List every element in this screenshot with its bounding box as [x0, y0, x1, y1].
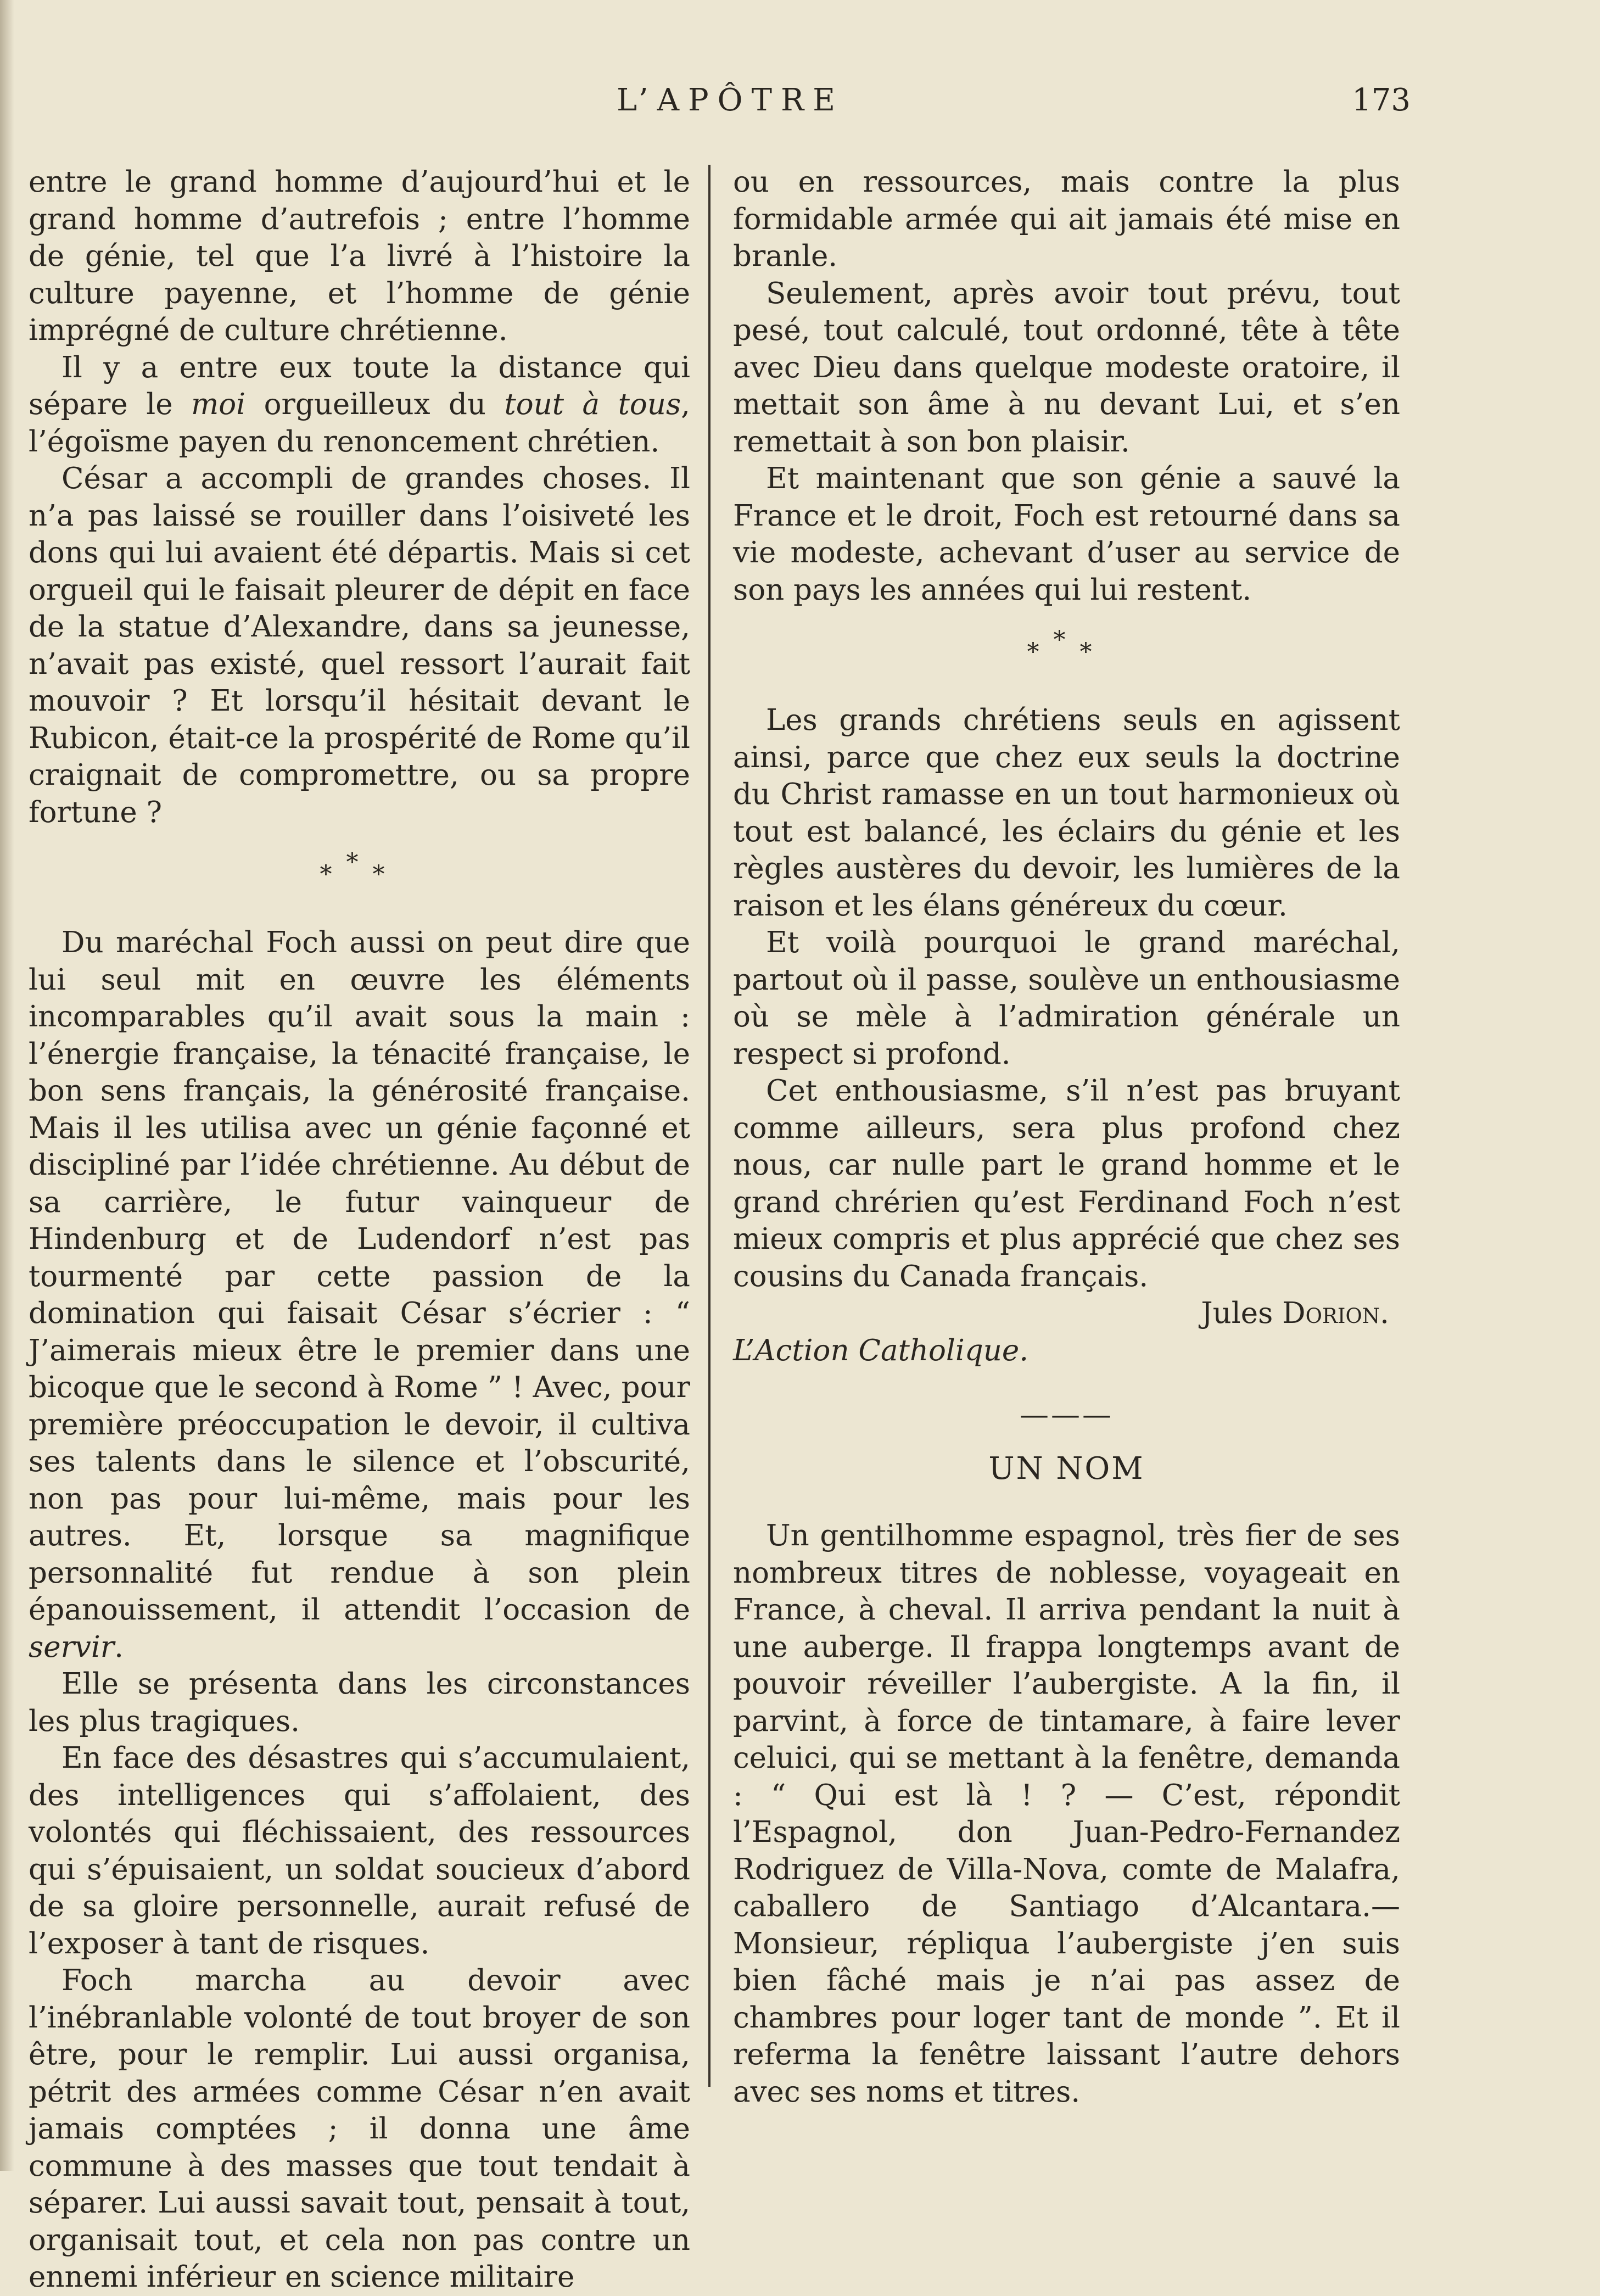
- section-break: [29, 848, 690, 891]
- paragraph: Un gentilhomme espagnol, très fier de ses nombreux titres de noblesse, voyageait en France, à cheval. Il arriva pendant la nuit à une auberge. Il frappa longtemps avant de pouvoir réveiller l’aubergiste. A la fin, il parvint, à force de tintamare, à faire lever celuici, qui se mettant à la fenêtre, demanda : “ Qui est là ! ? — C’est, répondit l’Espagnol, don Juan-Pedro-Fernandez Rodriguez de Villa-Nova, comte de Malafra, caballero de Santiago d’Alcantara.— Monsieur, répliqua l’aubergiste j’en suis bien fâché mais je n’ai pas assez de chambres pour loger tant de monde ”. Et il referma la fenêtre laissant l’autre dehors avec ses noms et titres.: [733, 1519, 1400, 2109]
- asterisk: *: [372, 861, 399, 889]
- page-number: 173: [1352, 82, 1411, 118]
- paragraph: [29, 924, 690, 1666]
- emphasis: tout à tous: [504, 388, 681, 421]
- asterisk: *: [1079, 638, 1106, 666]
- page-edge-shadow: [0, 0, 14, 2171]
- asterisk: *: [320, 861, 346, 889]
- article-separator: ———: [1020, 1398, 1114, 1432]
- running-title: L’APÔTRE: [617, 82, 844, 118]
- right-column: [733, 164, 1400, 2110]
- paragraph: entre le grand homme d’aujourd’hui et le grand homme d’autrefois ; entre l’homme de génie, tel que l’a livré à l’histoire la culture payenne, et l’homme de génie imprégné de culture chrétienne.: [29, 165, 690, 347]
- text-run: , l’égoïsme payen du renoncement chrétien.: [29, 388, 691, 459]
- running-head: [0, 82, 1600, 126]
- asterisk: *: [346, 848, 373, 876]
- left-column: [29, 164, 690, 2296]
- author-signature: [733, 1295, 1400, 1332]
- emphasis: servir: [29, 1630, 115, 1664]
- text-run: orgueilleux du: [245, 388, 505, 421]
- author-first-name: Jules: [1201, 1297, 1273, 1330]
- paragraph: En face des désastres qui s’accumulaient, des intelligences qui s’affolaient, des volontés qui fléchissaient, des ressources qui s’épuisaient, un soldat soucieux d’abord de sa gloire personnelle, aurait refusé de l’exposer à tant de risques.: [29, 1741, 690, 1960]
- paragraph: César a accompli de grandes choses. Il n’a pas laissé se rouiller dans l’oisiveté les dons qui lui avaient été départis. Mais si cet orgueil qui le faisait pleurer de dépit en face de la statue d’Alexandre, dans sa jeunesse, n’avait pas existé, quel ressort l’aurait fait mouvoir ? Et lorsqu’il hésitait devant le Rubicon, était-ce la prospérité de Rome qu’il craignait de compromettre, ou sa propre fortune ?: [29, 462, 690, 829]
- text-run: Du maréchal Foch aussi on peut dire que lui seul mit en œuvre les éléments incomparables qu’il avait sous la main : l’énergie française, la ténacité française, le bon sens français, la générosité française. Mais il les utilisa avec un génie façonné et discipliné par l’idée chrétienne. Au début de sa carrière, le futur vainqueur de Hindenburg et de Ludendorf n’est pas tourmenté par cette passion de la domination qui faisait César s’écrier : “ J’aimerais mieux être le premier dans une bicoque que le second à Rome ” ! Avec, pour première préoccupation le devoir, il cultiva ses talents dans le silence et l’obscurité, non pas pour lui-même, mais pour les autres. Et, lorsque sa magnifique personnalité fut rendue à son plein épanouissement, il attendit l’occasion de: [29, 926, 690, 1627]
- paragraph: ou en ressources, mais contre la plus formidable armée qui ait jamais été mise en branle.: [733, 165, 1400, 273]
- paragraph: Seulement, après avoir tout prévu, tout pesé, tout calculé, tout ordonné, tête à tête avec Dieu dans quelque modeste oratoire, il mettait son âme à nu devant Lui, et s’en remettait à son bon plaisir.: [733, 276, 1400, 459]
- text-run: .: [114, 1630, 124, 1664]
- paragraph: Foch marcha au devoir avec l’inébranlable volonté de tout broyer de son être, pour le remplir. Lui aussi organisa, pétrit des armées comme César n’en avait jamais comptées ; il donna une âme commune à des masses que tout tendait à séparer. Lui aussi savait tout, pensait à tout, organisait tout, et cela non pas contre un ennemi inférieur en science militaire: [29, 1964, 690, 2294]
- column-rule: [708, 165, 711, 2087]
- paragraph: Et maintenant que son génie a sauvé la France et le droit, Foch est retourné dans sa vie modeste, achevant d’user au service de son pays les années qui lui restent.: [733, 462, 1400, 607]
- emphasis: moi: [191, 388, 246, 421]
- paragraph: Elle se présenta dans les circonstances les plus tragiques.: [29, 1667, 690, 1738]
- section-title: UN NOM: [988, 1450, 1145, 1487]
- asterisk: *: [1053, 626, 1080, 654]
- section-break: [733, 626, 1400, 669]
- paragraph: [29, 349, 690, 461]
- author-last-name: Dorion.: [1282, 1297, 1389, 1330]
- paragraph: Et voilà pourquoi le grand maréchal, partout où il passe, soulève un enthousiasme où se mèle à l’admiration générale un respect si profond.: [733, 926, 1400, 1071]
- text-run: Il y a entre eux toute la distance qui sépare le: [29, 350, 690, 421]
- asterisk: *: [1027, 638, 1054, 666]
- paragraph: Cet enthousiasme, s’il n’est pas bruyant comme ailleurs, sera plus profond chez nous, car nulle part le grand homme et le grand chrérien qu’est Ferdinand Foch n’est mieux compris et plus apprécié que chez ses cousins du Canada français.: [733, 1074, 1400, 1293]
- source-citation: L’Action Catholique.: [733, 1333, 1029, 1367]
- paragraph: Les grands chrétiens seuls en agissent ainsi, parce que chez eux seuls la doctrine du Christ ramasse en un tout harmonieux où tout est balancé, les éclairs du génie et les règles austères du devoir, les lumières de la raison et les élans généreux du cœur.: [733, 703, 1400, 923]
